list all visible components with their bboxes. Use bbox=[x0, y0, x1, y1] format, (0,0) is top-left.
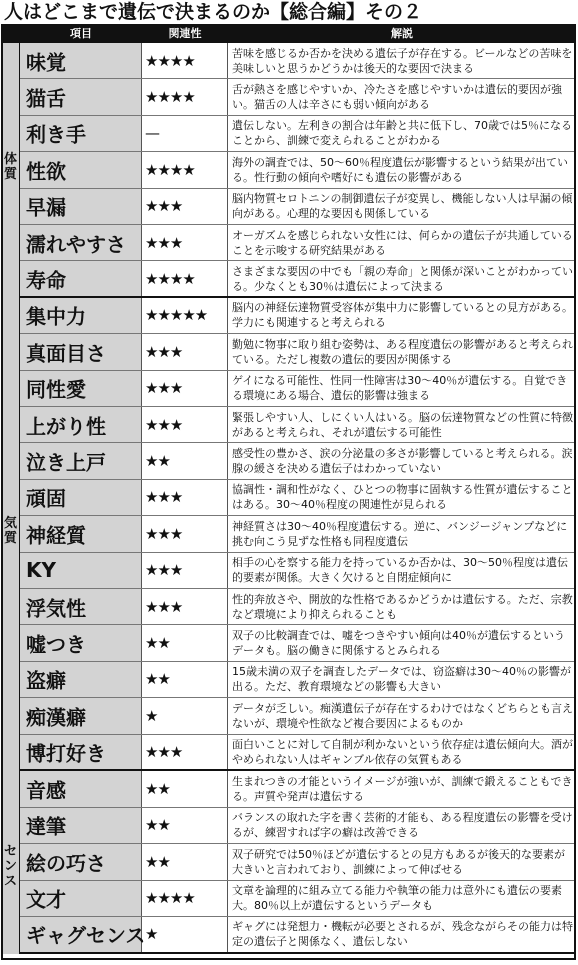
relevance-stars: ★★★★★ bbox=[145, 306, 208, 325]
description-text: 文章を論理的に組み立てる能力や執筆の能力は意外にも遺伝の要素大。80％以上が遺伝するというデータも bbox=[232, 884, 562, 913]
description-text: オーガズムを感じられない女性には、何らかの遺伝子が共通していることを示唆する研究結果がある bbox=[232, 228, 573, 257]
relevance-stars: ★★★ bbox=[145, 597, 183, 616]
table-row bbox=[20, 589, 576, 625]
description-text: 神経質さは30〜40％程度遺伝する。逆に、バンジージャンプなどに挑む向こう見ずな性格も同程度遺伝 bbox=[232, 519, 568, 548]
relevance-stars: ★★★★ bbox=[145, 51, 195, 70]
item-label: 絵の巧さ bbox=[26, 851, 106, 876]
description-text: 15歳未満の双子を調査したデータでは、窃盗癖は30〜40％の影響が出る。ただ、教育環境などの影響も大きい bbox=[232, 665, 571, 694]
relevance-cell bbox=[142, 189, 228, 224]
description-cell bbox=[232, 334, 573, 369]
relevance-stars: ★★★ bbox=[145, 233, 183, 252]
description-cell bbox=[232, 808, 573, 844]
item-label: 真面目さ bbox=[26, 341, 106, 366]
item-cell bbox=[20, 771, 142, 807]
item-cell bbox=[20, 189, 142, 224]
description-cell bbox=[232, 189, 573, 224]
item-cell bbox=[20, 298, 142, 333]
description-text: ギャグには発想力・機転が必要とされるが、残念ながらその能力は特定の遺伝子と関係なく、遺伝しない bbox=[232, 920, 573, 949]
relevance-cell bbox=[142, 225, 228, 260]
item-label: 神経質 bbox=[26, 523, 86, 548]
item-label: 味覚 bbox=[26, 50, 66, 75]
relevance-cell bbox=[142, 480, 228, 515]
relevance-stars: ★★★★ bbox=[145, 160, 195, 179]
description-cell bbox=[232, 443, 573, 478]
group-label-3 bbox=[2, 771, 20, 954]
table-row bbox=[20, 334, 576, 370]
item-label: 早漏 bbox=[26, 195, 66, 220]
item-cell bbox=[20, 79, 142, 114]
relevance-cell bbox=[142, 334, 228, 369]
table-row bbox=[20, 735, 576, 771]
item-cell bbox=[20, 917, 146, 952]
relevance-cell bbox=[142, 917, 228, 952]
item-cell bbox=[20, 589, 142, 624]
item-label: 同性愛 bbox=[26, 377, 86, 402]
relevance-cell bbox=[142, 516, 228, 551]
table-row bbox=[20, 443, 576, 479]
item-label: 盗癖 bbox=[26, 668, 66, 693]
table-row bbox=[20, 189, 576, 225]
description-text: 相手の心を察する能力を持っているか否かは、30〜50％程度は遺伝的要素が関係。大きく欠けると自閉症傾向に bbox=[232, 556, 568, 585]
relevance-stars: ★★★ bbox=[145, 742, 183, 761]
item-cell bbox=[20, 43, 142, 78]
group-label-2 bbox=[2, 298, 20, 771]
table-row bbox=[20, 298, 576, 334]
item-cell bbox=[20, 334, 142, 369]
header-item: 項目 bbox=[70, 27, 92, 40]
table-row bbox=[20, 917, 576, 954]
relevance-cell bbox=[142, 662, 228, 697]
table-row bbox=[20, 480, 576, 516]
description-cell bbox=[232, 662, 573, 697]
item-cell bbox=[20, 443, 142, 478]
relevance-cell bbox=[142, 371, 228, 406]
item-cell bbox=[20, 662, 142, 697]
table-row bbox=[20, 844, 576, 881]
description-cell bbox=[232, 698, 573, 733]
relevance-stars: ★★ bbox=[145, 779, 170, 798]
description-cell bbox=[232, 589, 573, 624]
relevance-stars: ★★★ bbox=[145, 488, 183, 507]
relevance-stars: ★★★ bbox=[145, 561, 183, 580]
description-cell bbox=[232, 225, 573, 260]
description-text: 脳内物質セロトニンの制御遺伝子が変異し、機能しない人は早漏の傾向がある。心理的な要因も関係している bbox=[232, 192, 573, 221]
item-cell bbox=[20, 407, 142, 442]
item-cell bbox=[20, 152, 142, 187]
relevance-stars: ★★★★ bbox=[145, 88, 195, 107]
relevance-cell bbox=[142, 443, 228, 478]
item-label: ギャグセンス bbox=[26, 923, 146, 948]
relevance-stars: ★★ bbox=[145, 452, 170, 471]
table-row bbox=[20, 808, 576, 845]
item-label: 泣き上戸 bbox=[26, 450, 106, 475]
relevance-stars: — bbox=[145, 124, 159, 143]
item-label: 集中力 bbox=[26, 304, 86, 329]
description-cell bbox=[232, 917, 573, 952]
relevance-stars: ★ bbox=[145, 925, 158, 944]
description-cell bbox=[232, 407, 573, 442]
table-row bbox=[20, 43, 576, 79]
relevance-stars: ★★★★ bbox=[145, 269, 195, 288]
table-row bbox=[20, 152, 576, 188]
table-row bbox=[20, 261, 576, 297]
relevance-cell bbox=[142, 771, 228, 807]
description-text: 緊張しやすい人、しにくい人はいる。脳の伝達物質などの性質に特徴があると考えられ、それが遺伝する可能性 bbox=[232, 410, 573, 439]
relevance-stars: ★★ bbox=[145, 852, 170, 871]
item-cell bbox=[20, 844, 142, 880]
description-text: 生まれつきの才能というイメージが強いが、訓練で鍛えることもできる。声質や発声は遺伝する bbox=[232, 774, 573, 803]
item-cell bbox=[20, 735, 142, 769]
item-label: 達筆 bbox=[26, 814, 66, 839]
relevance-cell bbox=[142, 698, 228, 733]
description-text: バランスの取れた字を書く芸術的才能も、ある程度遺伝の影響を受けるが、練習すれば字の癖は改善できる bbox=[232, 811, 573, 840]
table-row bbox=[20, 625, 576, 661]
item-cell bbox=[20, 808, 142, 844]
relevance-stars: ★★★★ bbox=[145, 889, 195, 908]
description-text: 双子研究では50％ほどが遺伝するとの見方もあるが後天的な要素が大きいと言われており、訓練によって伸ばせる bbox=[232, 847, 565, 876]
relevance-cell bbox=[142, 261, 228, 295]
relevance-stars: ★ bbox=[145, 706, 158, 725]
relevance-cell bbox=[142, 79, 228, 114]
item-cell bbox=[20, 553, 142, 588]
description-text: 感受性の豊かさ、涙の分泌量の多さが影響していると考えられる。涙腺の緩さを決める遺伝子はわかっていない bbox=[232, 447, 573, 476]
relevance-cell bbox=[142, 152, 228, 187]
item-cell bbox=[20, 261, 142, 295]
item-cell bbox=[20, 698, 142, 733]
description-text: 脳内の神経伝達物質受容体が集中力に影響しているとの見方がある。学力にも関連すると考えられる bbox=[232, 301, 573, 330]
item-label: KY bbox=[26, 558, 56, 583]
item-cell bbox=[20, 116, 142, 151]
page-title: 人はどこまで遺伝で決まるのか【総合編】その２ bbox=[4, 1, 423, 23]
description-text: 勤勉に物事に取り組む姿勢は、ある程度遺伝の影響があると考えられている。ただし複数の遺伝的要因が関係する bbox=[232, 337, 573, 366]
relevance-cell bbox=[142, 116, 228, 151]
table-row bbox=[20, 116, 576, 152]
item-label: 上がり性 bbox=[26, 414, 106, 439]
item-cell bbox=[20, 480, 142, 515]
item-cell bbox=[20, 881, 142, 917]
item-label: 頑固 bbox=[26, 486, 66, 511]
description-cell bbox=[232, 881, 573, 917]
relevance-stars: ★★★ bbox=[145, 415, 183, 434]
header-relevance: 関連性 bbox=[168, 27, 202, 40]
relevance-stars: ★★★ bbox=[145, 342, 183, 361]
item-label: 博打好き bbox=[26, 741, 106, 766]
description-text: 苦味を感じるか否かを決める遺伝子が存在する。ビールなどの苦味を美味しいと思うかどうかは後天的な要因で決まる bbox=[232, 46, 573, 75]
item-cell bbox=[20, 516, 142, 551]
relevance-stars: ★★ bbox=[145, 634, 170, 653]
item-label: 性欲 bbox=[26, 159, 66, 184]
relevance-cell bbox=[142, 553, 228, 588]
table-row bbox=[20, 698, 576, 734]
table-row bbox=[20, 225, 576, 261]
description-cell bbox=[232, 298, 573, 333]
item-label: 文才 bbox=[26, 887, 66, 912]
description-text: 舌が熱さを感じやすいか、冷たさを感じやすいかは遺伝的要因が強い。猫舌の人は辛さにも弱い傾向がある bbox=[232, 83, 562, 112]
relevance-stars: ★★★ bbox=[145, 197, 183, 216]
item-cell bbox=[20, 625, 142, 660]
relevance-cell bbox=[142, 844, 228, 880]
relevance-cell bbox=[142, 625, 228, 660]
item-label: 寿命 bbox=[26, 268, 66, 293]
group-label-text: 気 質 bbox=[3, 516, 17, 547]
description-cell bbox=[232, 844, 573, 880]
group-label-text: セ ン ス bbox=[3, 844, 17, 890]
description-cell bbox=[232, 480, 573, 515]
description-cell bbox=[232, 771, 573, 807]
table-row bbox=[20, 79, 576, 115]
item-cell bbox=[20, 371, 142, 406]
group-label-1 bbox=[2, 43, 20, 298]
table-row bbox=[20, 371, 576, 407]
relevance-cell bbox=[142, 43, 228, 78]
description-text: 遺伝しない。左利きの割合は年齢と共に低下し、70歳では5％になることから、訓練で変えられることがわかる bbox=[232, 119, 572, 148]
description-cell bbox=[232, 116, 573, 151]
item-label: 音感 bbox=[26, 778, 66, 803]
description-text: さまざまな要因の中でも「親の寿命」と関係が深いことがわかっている。少なくとも30％は遺伝によって決まる bbox=[232, 264, 573, 293]
relevance-cell bbox=[142, 735, 228, 769]
description-text: ゲイになる可能性、性同一性障害は30〜40％が遺伝する。自覚できる環境にある場合、遺伝的影響は強まる bbox=[232, 374, 568, 403]
relevance-cell bbox=[142, 407, 228, 442]
relevance-stars: ★★ bbox=[145, 816, 170, 835]
relevance-cell bbox=[142, 808, 228, 844]
description-cell bbox=[232, 516, 573, 551]
table-row bbox=[20, 553, 576, 589]
table-row bbox=[20, 407, 576, 443]
item-cell bbox=[20, 225, 142, 260]
description-text: 双子の比較調査では、嘘をつきやすい傾向は40％が遺伝するというデータも。脳の働きに関係するとみられる bbox=[232, 629, 565, 658]
relevance-cell bbox=[142, 298, 228, 333]
group-label-text: 体 質 bbox=[3, 152, 17, 183]
header-description: 解説 bbox=[391, 27, 413, 40]
description-text: 性的奔放さや、開放的な性格であるかどうかは遺伝する。ただ、宗教など環境により抑えられることも bbox=[232, 592, 573, 621]
description-cell bbox=[232, 553, 573, 588]
description-cell bbox=[232, 261, 573, 295]
description-text: 協調性・調和性がなく、ひとつの物事に固執する性質が遺伝することはある。30〜40％程度の関連性が見られる bbox=[232, 483, 573, 512]
description-text: 海外の調査では、50〜60％程度遺伝が影響するという結果が出ている。性行動の傾向や嗜好にも遺伝の影響がある bbox=[232, 155, 568, 184]
relevance-stars: ★★★ bbox=[145, 524, 183, 543]
relevance-stars: ★★ bbox=[145, 670, 170, 689]
relevance-cell bbox=[142, 881, 228, 917]
relevance-cell bbox=[142, 589, 228, 624]
description-cell bbox=[232, 371, 573, 406]
table-row bbox=[20, 516, 576, 552]
table-row bbox=[20, 662, 576, 698]
item-label: 痴漢癖 bbox=[26, 705, 86, 730]
relevance-stars: ★★★ bbox=[145, 379, 183, 398]
item-label: 嘘つき bbox=[26, 632, 86, 657]
item-label: 濡れやすさ bbox=[26, 232, 126, 257]
item-label: 猫舌 bbox=[26, 86, 66, 111]
description-cell bbox=[232, 43, 573, 78]
description-text: 面白いことに対して自制が利かないという依存症は遺伝傾向大。酒がやめられない人はギャンブル依存の気質もある bbox=[232, 737, 573, 766]
description-cell bbox=[232, 625, 573, 660]
table-row bbox=[20, 771, 576, 808]
table-row bbox=[20, 881, 576, 918]
table-header bbox=[2, 25, 576, 43]
description-cell bbox=[232, 79, 573, 114]
description-cell bbox=[232, 735, 573, 769]
description-cell bbox=[232, 152, 573, 187]
item-label: 利き手 bbox=[26, 122, 86, 147]
description-text: データが乏しい。痴漢遺伝子が存在するわけではなくどちらとも言えないが、環境や性欲など複合要因によるものか bbox=[232, 701, 573, 730]
item-label: 浮気性 bbox=[26, 596, 86, 621]
